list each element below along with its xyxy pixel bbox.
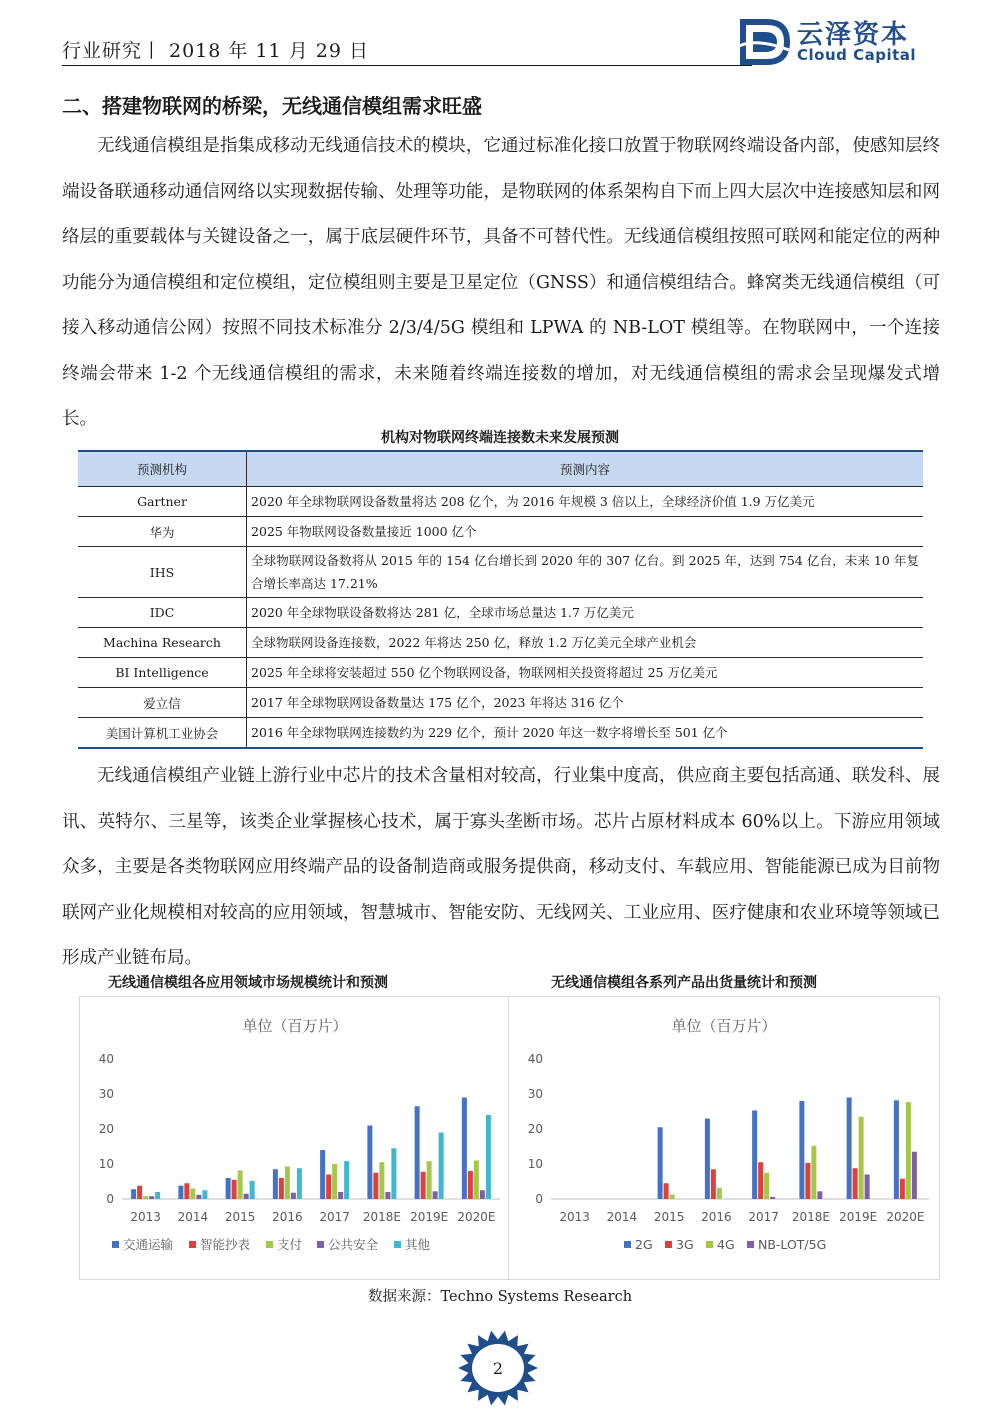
bar-支付 bbox=[143, 1196, 148, 1199]
y-tick-label: 20 bbox=[98, 1122, 114, 1136]
legend-label: 公共安全 bbox=[328, 1237, 379, 1252]
table-row bbox=[78, 598, 923, 628]
bar-交通运输 bbox=[462, 1098, 467, 1200]
legend-label: 智能抄表 bbox=[200, 1237, 251, 1252]
page-number: 2 bbox=[492, 1359, 504, 1378]
bar-4G bbox=[717, 1188, 722, 1199]
legend-label: 2G bbox=[635, 1237, 653, 1252]
content-cell: 2017 年全球物联网设备数量达 175 亿个，2023 年将达 316 亿个 bbox=[247, 688, 924, 718]
content-cell: 2025 年全球将安装超过 550 亿个物联网设备，物联网相关投资将超过 25 万亿美元 bbox=[247, 658, 924, 688]
section-title: 二、搭建物联网的桥梁，无线通信模组需求旺盛 bbox=[62, 94, 482, 118]
org-cell: IDC bbox=[78, 598, 247, 628]
bar-公共安全 bbox=[196, 1195, 201, 1199]
org-cell: IHS bbox=[78, 547, 247, 598]
bar-交通运输 bbox=[178, 1186, 183, 1199]
legend-label: 4G bbox=[717, 1237, 735, 1252]
content-cell: 2025 年物联网设备数量接近 1000 亿个 bbox=[247, 517, 924, 547]
x-tick-label: 2020E bbox=[457, 1210, 496, 1224]
bar-2G bbox=[658, 1127, 663, 1199]
content-cell: 全球物联网设备连接数，2022 年将达 250 亿，释放 1.2 万亿美元全球产业机会 bbox=[247, 628, 924, 658]
bar-其他 bbox=[439, 1133, 444, 1200]
bar-智能抄表 bbox=[184, 1183, 189, 1199]
bar-智能抄表 bbox=[421, 1172, 426, 1199]
table-row bbox=[78, 718, 923, 749]
page-number-badge bbox=[455, 1328, 541, 1408]
chart-product-shipments bbox=[508, 996, 940, 1280]
x-tick-label: 2015 bbox=[653, 1210, 685, 1224]
legend-swatch bbox=[706, 1241, 713, 1248]
header-rule bbox=[62, 65, 752, 66]
bar-智能抄表 bbox=[326, 1175, 331, 1200]
table-row bbox=[78, 628, 923, 658]
bar-智能抄表 bbox=[373, 1173, 378, 1199]
bar-其他 bbox=[250, 1181, 255, 1199]
content-cell: 2016 年全球物联网连接数约为 229 亿个，预计 2020 年这一数字将增长至 501 亿个 bbox=[247, 718, 924, 749]
x-tick-label: 2013 bbox=[130, 1210, 161, 1224]
x-tick-label: 2014 bbox=[606, 1210, 638, 1224]
legend-swatch bbox=[266, 1241, 273, 1248]
bar-4G bbox=[859, 1117, 864, 1199]
legend-label: 支付 bbox=[277, 1237, 303, 1252]
legend-swatch bbox=[747, 1241, 754, 1248]
bar-交通运输 bbox=[367, 1126, 372, 1200]
bar-其他 bbox=[344, 1161, 349, 1199]
bar-NB-LOT/5G bbox=[817, 1191, 822, 1199]
org-cell: BI Intelligence bbox=[78, 658, 247, 688]
bar-公共安全 bbox=[244, 1194, 249, 1199]
bar-其他 bbox=[486, 1115, 491, 1199]
bar-智能抄表 bbox=[232, 1180, 237, 1199]
bar-4G bbox=[811, 1146, 816, 1199]
table-row bbox=[78, 517, 923, 547]
y-tick-label: 20 bbox=[527, 1122, 543, 1136]
bar-其他 bbox=[202, 1190, 207, 1199]
table-row bbox=[78, 658, 923, 688]
bar-支付 bbox=[474, 1161, 479, 1200]
chart-subtitle: 单位（百万片） bbox=[242, 1017, 348, 1035]
legend-swatch bbox=[624, 1241, 631, 1248]
x-tick-label: 2019E bbox=[410, 1210, 449, 1224]
table-row bbox=[78, 547, 923, 598]
bar-公共安全 bbox=[385, 1192, 390, 1199]
bar-3G bbox=[805, 1163, 810, 1199]
bar-2G bbox=[705, 1119, 710, 1200]
content-cell: 全球物联网设备数将从 2015 年的 154 亿台增长到 2020 年的 307 亿台。到 2025 年，达到 754 亿台，未来 10 年复合增长率高达 17.21% bbox=[247, 547, 924, 598]
logo-chinese-name: 云泽资本 bbox=[797, 20, 910, 50]
x-tick-label: 2018E bbox=[362, 1210, 401, 1224]
bar-3G bbox=[664, 1183, 669, 1199]
starburst-icon bbox=[455, 1328, 541, 1408]
y-tick-label: 40 bbox=[527, 1052, 543, 1066]
chart-application-market bbox=[79, 996, 511, 1280]
bar-智能抄表 bbox=[279, 1178, 284, 1199]
table-caption: 机构对物联网终端连接数未来发展预测 bbox=[381, 430, 619, 446]
bar-公共安全 bbox=[338, 1192, 343, 1199]
y-tick-label: 30 bbox=[527, 1087, 543, 1101]
bar-交通运输 bbox=[131, 1189, 136, 1199]
x-tick-label: 2017 bbox=[319, 1210, 350, 1224]
y-tick-label: 40 bbox=[98, 1052, 114, 1066]
paragraph-industry-chain: 无线通信模组产业链上游行业中芯片的技术含量相对较高，行业集中度高，供应商主要包括高通、联发科、展讯、英特尔、三星等，该类企业掌握核心技术，属于寡头垄断市场。芯片占原材料成本 60%以上。下游应用领域众多，主要是各类物联网应用终端产品的设备制造商或服务提供商，移动支付、车载应用、智能能源已成为目前物联网产业化规模相对较高的应用领域，智慧城市、智能安防、无线网关、工业应用、医疗健康和农业环境等领域已形成产业链布局。 bbox=[62, 766, 940, 968]
paragraph-wireless-module-intro: 无线通信模组是指集成移动无线通信技术的模块，它通过标准化接口放置于物联网终端设备内部，使感知层终端设备联通移动通信网络以实现数据传输、处理等功能，是物联网的体系架构自下而上四大层次中连接感知层和网络层的重要载体与关键设备之一，属于底层硬件环节，具备不可替代性。无线通信模组按照可联网和能定位的两种功能分为通信模组和定位模组，定位模组则主要是卫星定位（GNSS）和通信模组结合。蜂窝类无线通信模组（可接入移动通信公网）按照不同技术标准分 2/3/4/5G 模组和 LPWA 的 NB-LOT 模组等。在物联网中，一个连接终端会带来 1-2 个无线通信模组的需求，未来随着终端连接数的增加，对无线通信模组的需求会呈现爆发式增长。 bbox=[62, 136, 940, 429]
page-header bbox=[62, 20, 942, 70]
table-header-row bbox=[78, 451, 923, 487]
bar-支付 bbox=[190, 1189, 195, 1200]
bar-公共安全 bbox=[291, 1193, 296, 1199]
header-date: 行业研究丨 2018 年 11 月 29 日 bbox=[62, 40, 369, 62]
bar-2G bbox=[752, 1110, 757, 1199]
bar-公共安全 bbox=[149, 1196, 154, 1199]
company-logo bbox=[737, 14, 942, 70]
header-cell-content: 预测内容 bbox=[247, 451, 924, 487]
x-tick-label: 2016 bbox=[272, 1210, 303, 1224]
org-cell: 华为 bbox=[78, 517, 247, 547]
table-row bbox=[78, 688, 923, 718]
legend-swatch bbox=[317, 1241, 324, 1248]
x-tick-label: 2016 bbox=[701, 1210, 732, 1224]
x-tick-label: 2018E bbox=[791, 1210, 830, 1224]
bar-2G bbox=[799, 1101, 804, 1199]
y-tick-label: 0 bbox=[535, 1192, 543, 1206]
bar-支付 bbox=[332, 1164, 337, 1199]
forecast-table bbox=[78, 450, 923, 749]
bar-4G bbox=[764, 1173, 769, 1199]
bar-2G bbox=[847, 1098, 852, 1200]
x-tick-label: 2015 bbox=[224, 1210, 256, 1224]
legend-swatch bbox=[112, 1241, 119, 1248]
legend-swatch bbox=[665, 1241, 672, 1248]
bar-支付 bbox=[238, 1170, 243, 1199]
x-tick-label: 2013 bbox=[559, 1210, 590, 1224]
y-tick-label: 30 bbox=[98, 1087, 114, 1101]
org-cell: 美国计算机工业协会 bbox=[78, 718, 247, 749]
bar-交通运输 bbox=[415, 1106, 420, 1199]
bar-支付 bbox=[379, 1162, 384, 1199]
chart-subtitle: 单位（百万片） bbox=[671, 1017, 777, 1035]
bar-2G bbox=[894, 1100, 899, 1199]
cloud-capital-logo-icon bbox=[737, 16, 791, 68]
y-tick-label: 10 bbox=[527, 1157, 543, 1171]
content-cell: 2020 年全球物联网设备数量将达 208 亿个，为 2016 年规模 3 倍以上，全球经济价值 1.9 万亿美元 bbox=[247, 487, 924, 517]
bar-4G bbox=[906, 1102, 911, 1199]
y-tick-label: 10 bbox=[98, 1157, 114, 1171]
org-cell: 爱立信 bbox=[78, 688, 247, 718]
logo-english-name: Cloud Capital bbox=[797, 46, 917, 64]
chart-title-application-market: 无线通信模组各应用领域市场规模统计和预测 bbox=[108, 975, 388, 991]
chart-application-market-svg bbox=[80, 997, 510, 1279]
bar-其他 bbox=[297, 1168, 302, 1199]
legend-label: 其他 bbox=[405, 1237, 431, 1252]
bar-公共安全 bbox=[433, 1191, 438, 1199]
bar-交通运输 bbox=[226, 1178, 231, 1199]
bar-3G bbox=[900, 1179, 905, 1199]
bar-3G bbox=[853, 1168, 858, 1199]
chart-title-product-shipments: 无线通信模组各系列产品出货量统计和预测 bbox=[551, 975, 817, 991]
legend-label: 交通运输 bbox=[123, 1237, 174, 1252]
chart-product-shipments-svg bbox=[509, 997, 939, 1279]
bar-交通运输 bbox=[273, 1169, 278, 1199]
x-tick-label: 2017 bbox=[748, 1210, 779, 1224]
bar-NB-LOT/5G bbox=[912, 1152, 917, 1199]
legend-swatch bbox=[394, 1241, 401, 1248]
data-source-note: 数据来源：Techno Systems Research bbox=[367, 1289, 633, 1305]
bar-其他 bbox=[155, 1192, 160, 1199]
x-tick-label: 2019E bbox=[839, 1210, 878, 1224]
bar-NB-LOT/5G bbox=[865, 1175, 870, 1200]
bar-智能抄表 bbox=[137, 1186, 142, 1199]
x-tick-label: 2014 bbox=[177, 1210, 209, 1224]
bar-公共安全 bbox=[480, 1190, 485, 1199]
bar-其他 bbox=[391, 1148, 396, 1199]
bar-3G bbox=[711, 1169, 716, 1199]
bar-支付 bbox=[427, 1161, 432, 1199]
bar-支付 bbox=[285, 1166, 290, 1199]
header-cell-org: 预测机构 bbox=[78, 451, 247, 487]
bar-智能抄表 bbox=[468, 1171, 473, 1199]
x-tick-label: 2020E bbox=[886, 1210, 925, 1224]
legend-label: NB-LOT/5G bbox=[758, 1237, 827, 1252]
org-cell: Machina Research bbox=[78, 628, 247, 658]
content-cell: 2020 年全球物联设备数将达 281 亿，全球市场总量达 1.7 万亿美元 bbox=[247, 598, 924, 628]
table-row bbox=[78, 487, 923, 517]
legend-label: 3G bbox=[676, 1237, 694, 1252]
bar-交通运输 bbox=[320, 1150, 325, 1199]
legend-swatch bbox=[189, 1241, 196, 1248]
bar-NB-LOT/5G bbox=[770, 1197, 775, 1199]
y-tick-label: 0 bbox=[106, 1192, 114, 1206]
bar-3G bbox=[758, 1162, 763, 1199]
org-cell: Gartner bbox=[78, 487, 247, 517]
bar-4G bbox=[670, 1194, 675, 1199]
